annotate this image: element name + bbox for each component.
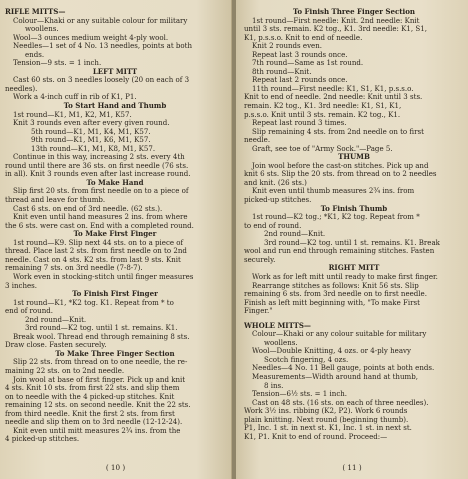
- text-line: on to needle with the 4 picked-up stitches. Knit: [5, 392, 175, 401]
- text-line: Scotch fingering, 4 ozs.: [264, 355, 349, 364]
- text-line: wool and run end through remaining stitches. Fasten: [244, 247, 435, 256]
- text-line: 2nd round—Knit.: [25, 315, 87, 324]
- text-line: 11th round—First needle: K1, S1, K1, p.s.s.o.: [252, 84, 414, 93]
- text-line: K1, p.s.s.o. Knit to end of needle.: [244, 33, 363, 42]
- text-line: 1st round—K1, *K2 tog. K1. Repeat from * to: [13, 298, 174, 307]
- text-line: Cast 60 sts. on 3 needles loosely (20 on each of 3: [13, 76, 190, 85]
- text-line: Graft, see toe of "Army Sock."—Page 5.: [252, 144, 393, 153]
- section-heading: To Make Three Finger Section: [55, 349, 175, 358]
- text-line: round until there are 36 sts. on first needle (76 sts.: [5, 161, 189, 170]
- text-line: Colour—Khaki or any colour suitable for military: [252, 330, 427, 339]
- text-line: 9th round—K1, M1, K6, M1, K57.: [31, 136, 151, 145]
- section-heading: RIGHT MITT: [328, 264, 380, 273]
- left-page: [0, 0, 232, 479]
- text-line: Needles—4 No. 11 Bell gauge, points at both ends.: [252, 364, 435, 373]
- text-line: ends.: [25, 50, 45, 59]
- text-line: plain knitting. Next round (beginning thumb).: [244, 415, 409, 424]
- text-line: Finger.": [244, 307, 273, 316]
- text-line: remain. K2 tog., K1. 3rd needle: K1, S1, K1,: [244, 102, 402, 111]
- text-line: the 6 sts. were cast on. End with a completed round.: [5, 221, 194, 230]
- text-line: picked-up stitches.: [244, 196, 312, 205]
- text-line: Tension—9 sts. = 1 inch.: [13, 59, 102, 68]
- text-line: Slip 22 sts. from thread on to one needle, the re-: [13, 358, 188, 367]
- text-line: Knit to end of needle. 2nd needle: Knit until 3 sts.: [244, 93, 423, 102]
- text-line: 3rd round—K2 tog. until 1 st. remains. K1.: [25, 324, 178, 333]
- text-line: needle. Cast on 4 sts. K2 sts. from last 9 sts. Knit: [5, 255, 181, 264]
- text-line: Wool—Double Knitting, 4 ozs. or 4-ply heavy: [252, 347, 412, 356]
- text-line: in all). Knit 3 rounds even after last increase round.: [5, 170, 191, 179]
- text-line: until 3 sts. remain. K2 tog., K1. 3rd needle: K1, S1,: [244, 25, 427, 34]
- text-line: 1st round—K9. Slip next 44 sts. on to a piece of: [13, 238, 184, 247]
- section-heading: RIFLE MITTS—: [5, 8, 66, 16]
- text-line: 3rd round—K2 tog. until 1 st. remains. K1. Break: [264, 238, 440, 247]
- text-line: 4 picked-up stitches.: [5, 435, 80, 444]
- text-line: Knit even until thumb measures 2¾ ins. from: [252, 187, 415, 196]
- text-line: Finish as left mitt beginning with, "To make First: [244, 298, 420, 307]
- text-line: 8th round—Knit.: [252, 67, 312, 76]
- text-line: Repeat last 2 rounds once.: [252, 76, 348, 85]
- text-line: 4 sts. Knit 10 sts. from first 22 sts. and slip them: [5, 384, 180, 393]
- section-heading: THUMB: [338, 153, 370, 162]
- section-heading: To Finish Three Finger Section: [292, 8, 416, 16]
- text-line: Cast on 48 sts. (16 sts. on each of three needles).: [252, 398, 429, 407]
- text-line: Cast 6 sts. on end of 3rd needle. (62 sts.).: [13, 204, 163, 213]
- text-line: remaining 7 sts. on 3rd needle (7-8-7).: [5, 264, 143, 273]
- text-line: 1st round—K1, M1, K2, M1, K57.: [13, 110, 132, 119]
- text-line: needle and slip them on to 3rd needle (12-12-24).: [5, 418, 183, 427]
- section-heading: WHOLE MITTS—: [244, 321, 311, 330]
- text-line: Knit 2 rounds even.: [252, 42, 323, 51]
- text-line: Repeat last 3 rounds once.: [252, 50, 348, 59]
- text-line: remaining 6 sts. from 3rd needle on to first needle.: [244, 290, 427, 299]
- text-line: Work even in stocking-stitch until finger measures: [13, 272, 194, 281]
- text-line: Knit even until mitt measures 2¾ ins. from the: [13, 426, 181, 435]
- text-line: remaining 12 sts. on second needle. Knit the 22 sts.: [5, 401, 191, 410]
- section-heading: LEFT MITT: [92, 67, 138, 76]
- text-line: thread and leave for thumb.: [5, 196, 106, 205]
- text-line: Work as for left mitt until ready to make first finger.: [252, 272, 438, 281]
- text-line: to end of round.: [244, 221, 302, 230]
- text-line: Slip remaining 4 sts. from 2nd needle on to first: [252, 127, 424, 136]
- section-heading: To Finish Thumb: [320, 204, 388, 213]
- section-heading: To Finish First Finger: [72, 290, 158, 299]
- text-line: end of round.: [5, 307, 53, 316]
- text-line: woollens.: [25, 25, 59, 34]
- text-line: 1st round—First needle: Knit. 2nd needle: Knit: [252, 16, 420, 25]
- text-line: Needles—1 set of 4 No. 13 needles, points at both: [13, 42, 193, 51]
- text-line: K1, P1. Knit to end of round. Proceed:—: [244, 432, 388, 441]
- text-line: 3 inches.: [5, 281, 38, 290]
- text-line: 8 ins.: [264, 381, 284, 390]
- text-line: securely.: [244, 255, 276, 264]
- text-line: Repeat last round 3 times.: [252, 119, 347, 128]
- text-line: 13th round—K1, M1, K8, M1, K57.: [31, 144, 156, 153]
- text-line: 5th round—K1, M1, K4, M1, K57.: [31, 127, 151, 136]
- text-line: Continue in this way, increasing 2 sts. every 4th: [13, 153, 185, 162]
- text-line: Draw close. Fasten securely.: [5, 341, 107, 350]
- text-line: Measurements—Width around hand at thumb,: [252, 372, 418, 381]
- text-line: Join wool at base of first finger. Pick up and knit: [13, 375, 186, 384]
- text-line: Knit 3 rounds even after every given round.: [13, 119, 170, 128]
- page-number: ( 10 ): [105, 463, 126, 473]
- text-line: Work a 4-inch cuff in rib of K1, P1.: [13, 93, 137, 102]
- text-line: 1st round—K2 tog.; *K1, K2 tog. Repeat from *: [252, 213, 420, 222]
- text-line: 7th round—Same as 1st round.: [252, 59, 364, 68]
- text-line: Join wool before the cast-on stitches. Pick up and: [252, 161, 429, 170]
- text-line: needles).: [5, 84, 38, 93]
- section-heading: To Make First Finger: [73, 230, 157, 239]
- text-line: thread. Place last 2 sts. from first needle on to 2nd: [5, 247, 187, 256]
- text-line: from third needle. Knit the first 2 sts. from first: [5, 409, 175, 418]
- text-line: woollens.: [264, 338, 298, 347]
- text-line: needle.: [244, 136, 271, 145]
- text-line: Wool—3 ounces medium weight 4-ply wool.: [13, 33, 169, 42]
- text-line: 2nd round—Knit.: [264, 230, 326, 239]
- section-heading: To Make Hand: [86, 178, 144, 187]
- text-line: P1, Inc. 1 st. in next st. K1, Inc. 1 st. in next st.: [244, 424, 412, 433]
- text-line: Rearrange stitches as follows: Knit 56 sts. Slip: [252, 281, 419, 290]
- section-heading: To Start Hand and Thumb: [63, 102, 167, 111]
- text-line: and knit. (26 sts.): [244, 178, 307, 187]
- text-line: Tension—6½ sts. = 1 inch.: [252, 390, 348, 399]
- text-line: Work 3½ ins. ribbing (K2, P2). Work 6 rounds: [244, 407, 408, 416]
- page-number: ( 11 ): [342, 463, 362, 473]
- text-line: Slip first 20 sts. from first needle on to a piece of: [13, 187, 189, 196]
- text-line: Colour—Khaki or any suitable colour for military: [13, 16, 188, 25]
- text-line: p.s.s.o. Knit until 3 sts. remain. K2 tog., K1.: [244, 110, 401, 119]
- text-line: Knit even until hand measures 2 ins. from where: [13, 213, 188, 222]
- text-line: maining 22 sts. on to 2nd needle.: [5, 366, 125, 375]
- right-page: [236, 0, 468, 479]
- text-line: knit 6 sts. Slip the 20 sts. from thread on to 2 needles: [244, 170, 437, 179]
- text-line: Break wool. Thread end through remaining 8 sts.: [13, 332, 190, 341]
